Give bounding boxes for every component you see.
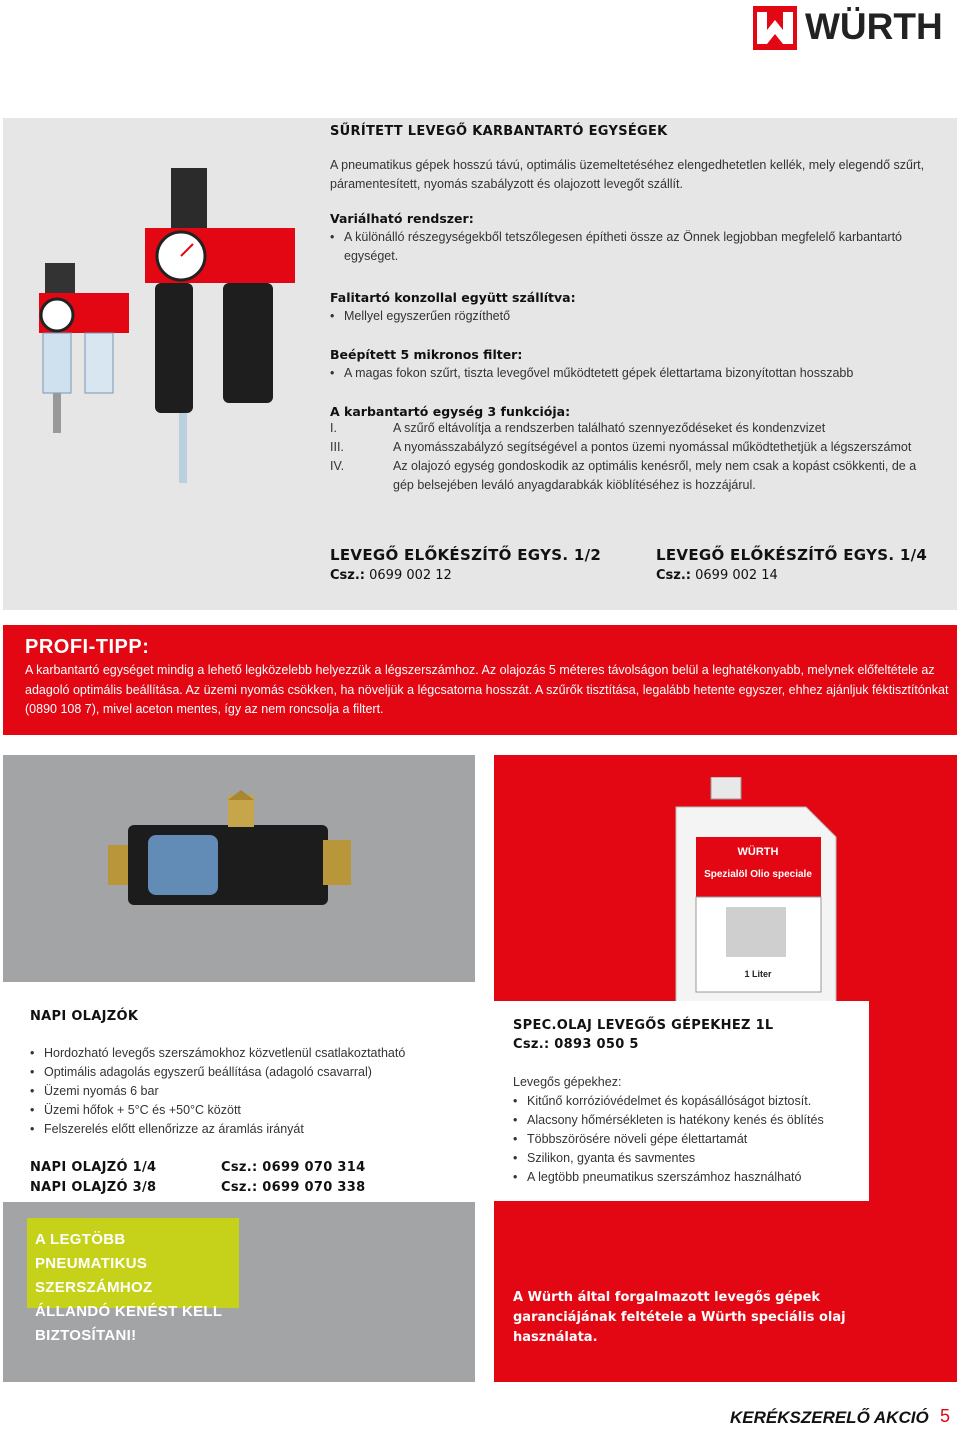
oiler-heading: NAPI OLAJZÓK <box>30 1009 139 1024</box>
oiler-bullet: • Üzemi hőfok + 5°C és +50°C között <box>30 1101 470 1120</box>
product-code-half-inch: Csz.: 0699 002 12 <box>330 568 452 583</box>
function-number: III. <box>330 440 344 454</box>
oil-heading: SPEC.OLAJ LEVEGŐS GÉPEKHEZ 1L <box>513 1018 774 1033</box>
oil-bullet: • A legtöbb pneumatikus szerszámhoz használható <box>513 1168 863 1187</box>
warranty-note: A Würth által forgalmazott levegős gépek garanciájának feltétele a Würth speciális olaj használata. <box>513 1290 846 1345</box>
function-row <box>330 457 940 495</box>
variable-system-block <box>330 211 940 266</box>
filter-bullet: • A magas fokon szűrt, tiszta levegővel működtetett gépek élettartama bizonyítottan hosszabb <box>330 364 940 383</box>
wurth-logo-mark-icon <box>753 6 797 50</box>
wall-bracket-bullet: • Mellyel egyszerűen rögzíthető <box>330 307 940 326</box>
oil-bullet: • Többszörösére növeli gépe élettartamát <box>513 1130 863 1149</box>
variable-system-bullet: • A különálló részegységekből tetszőlegesen építheti össze az Önnek legjobban megfelelő karbantartó egységet. <box>330 228 940 266</box>
function-text: A nyomásszabályzó segítségével a pontos üzemi nyomással működtethetjük a légszerszámot <box>393 440 912 454</box>
wall-bracket-heading: Falitartó konzollal együtt szállítva: <box>330 290 576 305</box>
bottle-volume: 1 Liter <box>744 969 772 979</box>
oiler-item-name: NAPI OLAJZÓ 1/4 <box>30 1160 157 1175</box>
oiler-item-code: Csz.: 0699 070 314 <box>221 1160 366 1175</box>
oil-bullet: • Alacsony hőmérsékleten is hatékony kenés és öblítés <box>513 1111 863 1130</box>
functions-heading: A karbantartó egység 3 funkciója: <box>330 404 571 419</box>
oil-bullet: • Kitűnő korrózióvédelmet és kopásállóságot biztosít. <box>513 1092 863 1111</box>
wall-bracket-block <box>330 290 940 326</box>
intro-text: A pneumatikus gépek hosszú távú, optimális üzemeltetéséhez elengedhetetlen kellék, mely elegendő szűrt, páramentesített, nyomás szabályzott és olajozott levegőt szállít. <box>330 158 925 191</box>
air-preparation-unit-image <box>33 168 333 498</box>
oiler-bullet: • Optimális adagolás egyszerű beállítása (adagoló csavarral) <box>30 1063 470 1082</box>
filter-block <box>330 347 940 383</box>
oil-intro: Levegős gépekhez: <box>513 1075 622 1089</box>
logo-text: WÜRTH <box>805 6 943 47</box>
oiler-bullet: • Felszerelés előtt ellenőrizze az áramlás irányát <box>30 1120 470 1139</box>
lubrication-callout-text: A LEGTÖBB PNEUMATIKUS SZERSZÁMHOZ ÁLLANDÓ KENÉST KELL BIZTOSÍTANI! <box>35 1231 223 1344</box>
function-text: A szűrő eltávolítja a rendszerben található szennyeződéseket és kondenzvizet <box>393 421 826 435</box>
oiler-bullets <box>30 1044 470 1139</box>
lubrication-callout <box>27 1218 239 1344</box>
oil-info-box <box>494 1001 869 1201</box>
function-number: IV. <box>330 459 345 473</box>
oil-code: Csz.: 0893 050 5 <box>513 1037 639 1052</box>
filter-heading: Beépített 5 mikronos filter: <box>330 347 523 362</box>
function-text: Az olajozó egység gondoskodik az optimális kenésről, mely nem csak a kopást csökkenti, de a gép belsejében leváló anyagdarabkák kiöblítéséhez is hozzájárul. <box>393 459 917 492</box>
oiler-item-name: NAPI OLAJZÓ 3/8 <box>30 1180 157 1195</box>
functions-block <box>330 404 940 495</box>
footer-title: KERÉKSZERELŐ AKCIÓ <box>730 1408 929 1427</box>
product-title-half-inch: LEVEGŐ ELŐKÉSZÍTŐ EGYS. 1/2 <box>330 546 602 564</box>
product-code-quarter-inch: Csz.: 0699 002 14 <box>656 568 778 583</box>
variable-system-heading: Variálható rendszer: <box>330 211 474 226</box>
oiler-info-box <box>3 982 475 1202</box>
function-row <box>330 438 940 457</box>
oil-bottle-image <box>656 777 856 1007</box>
oiler-bullet: • Hordozható levegős szerszámokhoz közvetlenül csatlakoztatható <box>30 1044 470 1063</box>
product-title-quarter-inch: LEVEGŐ ELŐKÉSZÍTŐ EGYS. 1/4 <box>656 546 928 564</box>
page-number: 5 <box>940 1406 951 1426</box>
bottle-product-name: Spezialöl Olio speciale <box>704 869 812 880</box>
oil-bullet: • Szilikon, gyanta és savmentes <box>513 1149 863 1168</box>
function-row <box>330 419 940 438</box>
oil-details <box>513 1073 863 1187</box>
function-number: I. <box>330 421 337 435</box>
inline-oiler-image <box>108 790 368 940</box>
oiler-item-code: Csz.: 0699 070 338 <box>221 1180 366 1195</box>
oiler-bullet: • Üzemi nyomás 6 bar <box>30 1082 470 1101</box>
wurth-logo <box>753 4 958 52</box>
maintenance-units-section <box>3 118 957 610</box>
profi-tip-box <box>3 625 957 735</box>
profi-tip-heading: PROFI-TIPP: <box>25 636 150 658</box>
bottle-brand: WÜRTH <box>737 846 779 858</box>
profi-tip-text: A karbantartó egységet mindig a lehető legközelebb helyezzük a légszerszámhoz. Az olajozás 5 méteres távolságon belül a leghatékonyabb, melynek előfeltétele az adagoló optimális beállítása. Az üzemi nyomás csökken, ha növeljük a légcsatorna hosszát. A szűrők tisztítása, legalább hetente egyszer, ehhez ajánljuk féktisztítónkat (0890 108 7), mivel aceton mentes, így az nem roncsolja a filtert. <box>25 663 949 716</box>
section-title: SŰRÍTETT LEVEGŐ KARBANTARTÓ EGYSÉGEK <box>330 124 668 139</box>
